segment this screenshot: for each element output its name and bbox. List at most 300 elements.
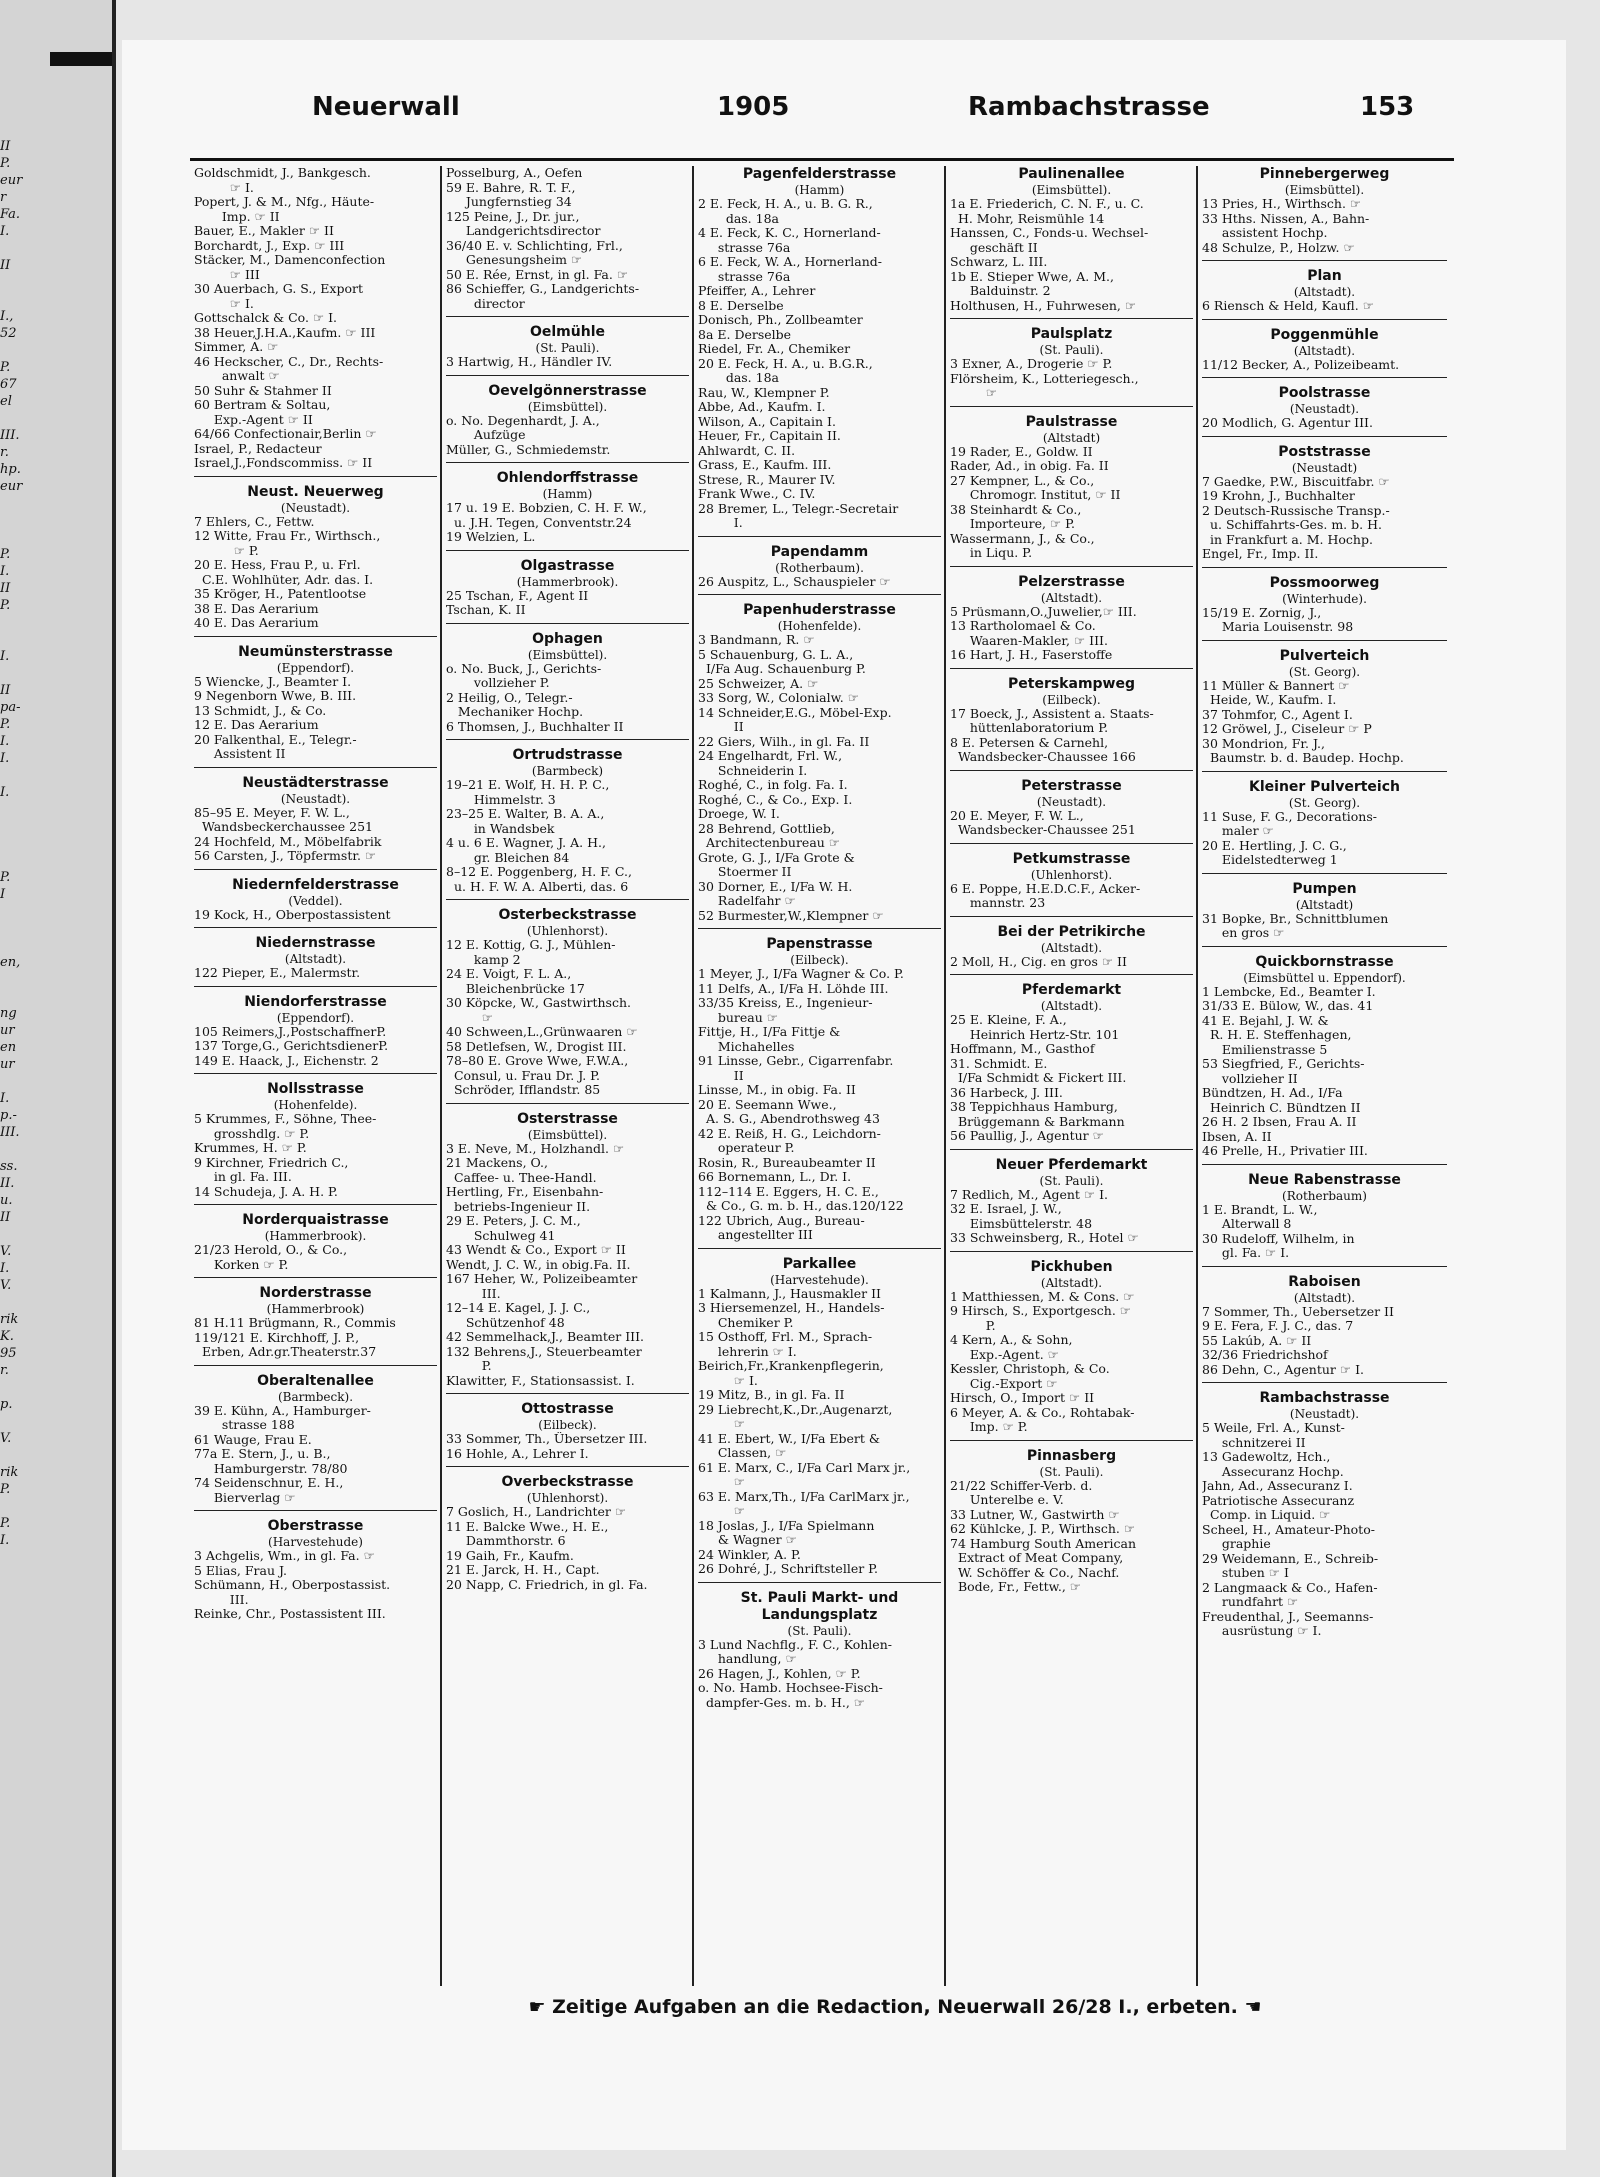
directory-entry: 5 Prüsmann,O.,Juwelier,☞ III. xyxy=(950,604,1137,619)
directory-entry: 64/66 Confectionair,Berlin ☞ xyxy=(194,427,377,441)
gutter-fragment: V. xyxy=(0,1245,12,1259)
gutter-fragment xyxy=(0,820,40,837)
directory-entry: 33 Schweinsberg, R., Hotel ☞ xyxy=(950,1231,1139,1245)
street-section xyxy=(1202,166,1447,261)
district-label: (Uhlenhorst). xyxy=(526,1491,609,1505)
directory-entry: o. No. Buck, J., Gerichts- xyxy=(446,661,602,676)
street-title: Ottostrasse xyxy=(521,1401,614,1417)
directory-entry: 22 Giers, Wilh., in gl. Fa. II xyxy=(698,734,870,749)
directory-entry: u. J.H. Tegen, Conventstr.24 xyxy=(446,515,632,530)
directory-entry: Kessler, Christoph, & Co. xyxy=(950,1362,1110,1376)
directory-entry: Grote, G. J., I/Fa Grote & xyxy=(698,850,855,865)
gutter-fragment: V. xyxy=(0,1432,12,1446)
directory-entry: ☞ III xyxy=(194,267,260,282)
directory-entry: 20 E. Seemann Wwe., xyxy=(698,1097,837,1112)
gutter-fragment: I xyxy=(0,888,6,902)
gutter-fragment: ur xyxy=(0,1024,15,1038)
street-section xyxy=(950,924,1193,976)
district-label: (Altstadt). xyxy=(1293,1290,1356,1305)
directory-entry: 35 Kröger, H., Patentlootse xyxy=(194,587,367,601)
street-section xyxy=(1202,268,1447,320)
district-label: (Hohenfelde). xyxy=(273,1098,358,1112)
district-label: (Hammerbrook) xyxy=(266,1302,365,1316)
directory-entry: 11 Delfs, A., I/Fa H. Löhde III. xyxy=(698,981,889,996)
directory-entry: 30 Rudeloff, Wilhelm, in xyxy=(1202,1231,1355,1246)
directory-entry: 25 Tschan, F., Agent II xyxy=(446,588,589,603)
directory-entry: 63 E. Marx,Th., I/Fa CarlMarx jr., xyxy=(698,1489,910,1504)
directory-entry: Erben, Adr.gr.Theaterstr.37 xyxy=(194,1345,377,1359)
directory-entry: Radelfahr ☞ xyxy=(698,894,796,908)
directory-entry: 6 Thomsen, J., Buchhalter II xyxy=(446,719,624,734)
directory-entry: 7 Gaedke, P.W., Biscuitfabr. ☞ xyxy=(1202,474,1390,489)
directory-entry: 20 Modlich, G. Agentur III. xyxy=(1202,416,1373,430)
directory-entry: 12 E. Kottig, G. J., Mühlen- xyxy=(446,938,616,952)
directory-entry: 20 E. Hess, Frau P., u. Frl. xyxy=(194,558,361,572)
gutter-fragment xyxy=(0,1143,40,1160)
gutter-fragment: II. xyxy=(0,1177,15,1191)
directory-entry: Wandsbecker-Chaussee 251 xyxy=(950,823,1136,837)
directory-entry: 38 Steinhardt & Co., xyxy=(950,502,1082,517)
directory-entry: 149 E. Haack, J., Eichenstr. 2 xyxy=(194,1053,379,1068)
directory-entry: Baumstr. b. d. Baudep. Hochp. xyxy=(1202,751,1404,765)
directory-entry: 29 E. Peters, J. C. M., xyxy=(446,1214,581,1228)
directory-entry: Chemiker P. xyxy=(698,1315,794,1330)
directory-entry: 59 E. Bahre, R. T. F., xyxy=(446,180,576,195)
directory-entry: I/Fa Schmidt & Fickert III. xyxy=(950,1071,1127,1085)
street-section xyxy=(698,544,941,596)
street-section xyxy=(194,1373,437,1512)
directory-entry: 8 E. Derselbe xyxy=(698,298,784,313)
street-title: Pickhuben xyxy=(1030,1258,1113,1275)
directory-entry: Classen, ☞ xyxy=(698,1446,787,1460)
street-section xyxy=(698,602,941,929)
street-title: Neuer Pferdemarkt xyxy=(995,1156,1148,1173)
directory-entry: 50 E. Rée, Ernst, in gl. Fa. ☞ xyxy=(446,267,629,282)
street-title: Pferdemarkt xyxy=(1021,982,1122,998)
district-label: (Altstadt). xyxy=(1040,999,1103,1013)
street-title: Ortrudstrasse xyxy=(512,747,623,763)
directory-entry: 5 Krummes, F., Söhne, Thee- xyxy=(194,1112,377,1126)
directory-entry: Donisch, Ph., Zollbeamter xyxy=(698,313,863,327)
directory-entry: 78–80 E. Grove Wwe, F.W.A., xyxy=(446,1054,629,1068)
directory-entry: Imp. ☞ II xyxy=(194,209,280,224)
district-label: (Altstadt) xyxy=(1042,430,1101,445)
gutter-fragment xyxy=(0,922,40,939)
street-section xyxy=(194,994,437,1075)
street-section xyxy=(194,1212,437,1278)
directory-entry: 12 Witte, Frau Fr., Wirthsch., xyxy=(194,529,381,543)
column-3 xyxy=(694,166,946,1986)
directory-entry: Assistent II xyxy=(194,747,286,761)
directory-entry: 39 E. Kühn, A., Hamburger- xyxy=(194,1403,371,1418)
directory-entry: 33 Sommer, Th., Übersetzer III. xyxy=(446,1432,648,1446)
directory-entry: 13 Rartholomael & Co. xyxy=(950,619,1096,633)
directory-entry: Hamburgerstr. 78/80 xyxy=(194,1461,348,1476)
street-section xyxy=(446,1474,689,1597)
directory-entry: Müller, G., Schmiedemstr. xyxy=(446,442,611,457)
directory-entry: 2 Moll, H., Cig. en gros ☞ II xyxy=(950,954,1127,969)
directory-entry: director xyxy=(446,296,525,311)
directory-entry: 33 Sorg, W., Colonialw. ☞ xyxy=(698,691,859,705)
directory-entry: 36/40 E. v. Schlichting, Frl., xyxy=(446,238,623,253)
district-label: (St. Pauli). xyxy=(787,1623,852,1638)
directory-entry: 6 E. Poppe, H.E.D.C.F., Acker- xyxy=(950,881,1141,896)
district-label: (St. Georg). xyxy=(1288,795,1361,810)
street-title: Pumpen xyxy=(1292,880,1357,897)
directory-entry: Stäcker, M., Damenconfection xyxy=(194,253,386,267)
directory-entry: Schulweg 41 xyxy=(446,1228,556,1243)
directory-entry: operateur P. xyxy=(698,1141,795,1155)
directory-entry: 3 Exner, A., Drogerie ☞ P. xyxy=(950,357,1113,371)
directory-entry: Bündtzen, H. Ad., I/Fa xyxy=(1202,1086,1343,1100)
adjacent-page-margin xyxy=(0,140,40,1551)
directory-entry: Consul, u. Frau Dr. J. P. xyxy=(446,1068,601,1083)
street-section xyxy=(446,631,689,741)
directory-entry: Pfeiffer, A., Lehrer xyxy=(698,284,816,298)
district-label: (Rotherbaum). xyxy=(775,560,864,575)
gutter-fragment: II xyxy=(0,140,11,154)
directory-entry: 24 Engelhardt, Frl. W., xyxy=(698,749,843,763)
district-label: (Altstadt) xyxy=(1295,897,1354,912)
street-section xyxy=(698,936,941,1249)
directory-entry: strasse 76a xyxy=(698,269,791,284)
district-label: (Eimsbüttel u. Eppendorf). xyxy=(1243,970,1406,985)
directory-entry: Schröder, Ifflandstr. 85 xyxy=(446,1083,601,1097)
directory-entry: 91 Linsse, Gebr., Cigarrenfabr. xyxy=(698,1054,894,1068)
directory-entry: 15/19 E. Zornig, J., xyxy=(1202,605,1322,620)
column-1 xyxy=(190,166,442,1986)
directory-entry: Schümann, H., Oberpostassist. xyxy=(194,1578,391,1592)
gutter-fragment: I. xyxy=(0,1262,10,1276)
directory-entry: 21/22 Schiffer-Verb. d. xyxy=(950,1478,1093,1493)
directory-entry: o. No. Hamb. Hochsee-Fisch- xyxy=(698,1681,883,1695)
directory-entry: Fittje, H., I/Fa Fittje & xyxy=(698,1025,841,1039)
directory-entry: ausrüstung ☞ I. xyxy=(1202,1624,1322,1638)
directory-entry: 16 Hart, J. H., Faserstoffe xyxy=(950,648,1113,662)
directory-entry: 6 E. Feck, W. A., Hornerland- xyxy=(698,255,883,269)
directory-entry: 26 Auspitz, L., Schauspieler ☞ xyxy=(698,574,891,589)
directory-entry: Abbe, Ad., Kaufm. I. xyxy=(698,400,826,414)
gutter-fragment: Fa. xyxy=(0,208,21,222)
directory-entry: 29 Weidemann, E., Schreib- xyxy=(1202,1551,1379,1566)
street-title: Papenstrasse xyxy=(766,936,873,952)
directory-entry: 4 u. 6 E. Wagner, J. A. H., xyxy=(446,836,606,850)
directory-entry: 42 Semmelhack,J., Beamter III. xyxy=(446,1330,644,1344)
directory-entry: 32/36 Friedrichshof xyxy=(1202,1348,1328,1362)
directory-entry: 1b E. Stieper Wwe, A. M., xyxy=(950,269,1114,284)
directory-entry: 2 Heilig, O., Telegr.- xyxy=(446,690,573,705)
directory-entry: 25 E. Kleine, F. A., xyxy=(950,1013,1067,1027)
directory-entry: Heuer, Fr., Capitain II. xyxy=(698,429,841,443)
gutter-fragment: P. xyxy=(0,871,11,885)
directory-entry: Wilson, A., Capitain I. xyxy=(698,414,836,429)
district-label: (Uhlenhorst). xyxy=(526,924,609,938)
street-section xyxy=(950,676,1193,771)
directory-entry: 9 Hirsch, S., Exportgesch. ☞ xyxy=(950,1304,1131,1318)
directory-entry: ☞ xyxy=(446,1010,493,1025)
directory-entry: & Co., G. m. b. H., das.120/122 xyxy=(698,1199,904,1213)
gutter-fragment: I. xyxy=(0,650,10,664)
directory-entry: 32 E. Israel, J. W., xyxy=(950,1202,1062,1216)
directory-entry: 13 Pries, H., Wirthsch. ☞ xyxy=(1202,197,1362,211)
directory-entry: Importeure, ☞ P. xyxy=(950,517,1075,531)
gutter-fragment: I., xyxy=(0,310,14,324)
directory-entry: 4 E. Feck, K. C., Hornerland- xyxy=(698,226,881,240)
directory-entry: Roghé, C., in folg. Fa. I. xyxy=(698,778,848,792)
directory-entry: 11/12 Becker, A., Polizeibeamt. xyxy=(1202,357,1400,372)
directory-entry: I. xyxy=(698,516,743,530)
gutter-fragment: P. xyxy=(0,361,11,375)
directory-entry: 81 H.11 Brügmann, R., Commis xyxy=(194,1316,396,1330)
directory-entry: 20 E. Hertling, J. C. G., xyxy=(1202,838,1347,853)
directory-entry: 1 Matthiessen, M. & Cons. ☞ xyxy=(950,1289,1135,1304)
directory-entry: Caffee- u. Thee-Handl. xyxy=(446,1170,597,1185)
directory-entry: 3 Lund Nachflg., F. C., Kohlen- xyxy=(698,1637,892,1652)
gutter-fragment xyxy=(0,990,40,1007)
directory-entry: 1 Meyer, J., I/Fa Wagner & Co. P. xyxy=(698,967,904,981)
directory-entry: Exp.-Agent. ☞ xyxy=(950,1347,1059,1362)
directory-entry: Linsse, M., in obig. Fa. II xyxy=(698,1083,856,1097)
directory-entry: Alterwall 8 xyxy=(1202,1217,1292,1231)
directory-entry: Architectenbureau ☞ xyxy=(698,836,840,850)
street-title: Peterstrasse xyxy=(1021,777,1122,794)
street-section xyxy=(446,558,689,624)
street-title: Bei der Petrikirche xyxy=(997,923,1146,940)
directory-entry: H. Mohr, Reismühle 14 xyxy=(950,211,1105,226)
directory-entry: 7 Sommer, Th., Uebersetzer II xyxy=(1202,1304,1394,1319)
directory-entry: 122 Pieper, E., Malermstr. xyxy=(194,966,361,980)
directory-entry: 17 Boeck, J., Assistent a. Staats- xyxy=(950,706,1154,721)
gutter-fragment: P. xyxy=(0,1483,11,1497)
directory-entry: C.E. Wohlhüter, Adr. das. I. xyxy=(194,572,374,587)
district-label: (St. Georg). xyxy=(1288,664,1361,679)
directory-entry: Holthusen, H., Fuhrwesen, ☞ xyxy=(950,298,1137,313)
directory-entry: 2 E. Feck, H. A., u. B. G. R., xyxy=(698,197,873,211)
directory-entry: gr. Bleichen 84 xyxy=(446,850,570,865)
directory-entry: 33/35 Kreiss, E., Ingenieur- xyxy=(698,996,873,1010)
directory-entry: III. xyxy=(446,1286,501,1301)
directory-entry: u. H. F. W. A. Alberti, das. 6 xyxy=(446,879,629,894)
directory-entry: 1 E. Brandt, L. W., xyxy=(1202,1202,1318,1217)
directory-entry: Jungfernstieg 34 xyxy=(446,195,572,209)
directory-entry: 36 Harbeck, J. III. xyxy=(950,1085,1063,1100)
directory-entry: 30 Dorner, E., I/Fa W. H. xyxy=(698,879,853,894)
column-2 xyxy=(442,166,694,1986)
directory-entry: ☞ xyxy=(698,1417,745,1431)
directory-entry: 6 Riensch & Held, Kaufl. ☞ xyxy=(1202,299,1374,313)
directory-entry: ☞ xyxy=(698,1504,745,1518)
directory-entry: 29 Liebrecht,K.,Dr.,Augenarzt, xyxy=(698,1402,893,1417)
street-title: Papenhuderstrasse xyxy=(743,602,896,618)
street-title: Petkumstrasse xyxy=(1012,850,1131,867)
district-label: (Altstadt). xyxy=(1040,940,1103,955)
directory-entry: ☞ xyxy=(698,1475,745,1489)
directory-entry: o. No. Degenhardt, J. A., xyxy=(446,413,600,428)
footer-notice: ☛ Zeitige Aufgaben an die Redaction, Neuerwall 26/28 I., erbeten. ☚ xyxy=(528,1996,1262,2018)
directory-entry: 30 Mondrion, Fr. J., xyxy=(1202,736,1325,751)
directory-entry: 38 Heuer,J.H.A.,Kaufm. ☞ III xyxy=(194,325,376,340)
directory-entry: 2 Langmaack & Co., Hafen- xyxy=(1202,1580,1378,1595)
street-section xyxy=(698,166,941,537)
directory-entry: 17 u. 19 E. Bobzien, C. H. F. W., xyxy=(446,501,647,515)
directory-entry: 19 Rader, E., Goldw. II xyxy=(950,444,1093,459)
directory-entry: u. Schiffahrts-Ges. m. b. H. xyxy=(1202,518,1382,532)
directory-entry: ☞ I. xyxy=(698,1373,758,1388)
directory-entry: Israel,J.,Fondscommiss. ☞ II xyxy=(194,456,373,470)
directory-entry: Scheel, H., Amateur-Photo- xyxy=(1202,1522,1375,1537)
street-section xyxy=(446,383,689,464)
street-title: Parkallee xyxy=(782,1255,857,1272)
directory-entry: 19 Krohn, J., Buchhalter xyxy=(1202,489,1355,503)
street-title: Osterstrasse xyxy=(517,1110,618,1127)
directory-entry: Engel, Fr., Imp. II. xyxy=(1202,547,1319,561)
street-title: Neustädterstrasse xyxy=(242,774,389,791)
directory-entry: angestellter III xyxy=(698,1228,813,1242)
street-section xyxy=(194,1285,437,1366)
directory-entry: betriebs-Ingenieur II. xyxy=(446,1199,591,1214)
directory-entry: 3 Bandmann, R. ☞ xyxy=(698,633,815,647)
street-section xyxy=(950,1157,1193,1252)
directory-entry: Eidelstedterweg 1 xyxy=(1202,853,1338,867)
street-title: Paulinenallee xyxy=(1018,166,1125,182)
gutter-fragment: r. xyxy=(0,1364,9,1378)
directory-entry: A. S. G., Abendrothsweg 43 xyxy=(698,1112,880,1126)
street-section xyxy=(446,747,689,900)
directory-entry: 5 Weile, Frl. A., Kunst- xyxy=(1202,1421,1345,1435)
directory-entry: Assecuranz Hochp. xyxy=(1202,1464,1344,1479)
street-title: Ohlendorffstrasse xyxy=(496,470,639,486)
district-label: (Neustadt). xyxy=(1289,402,1360,416)
directory-entry: Comp. in Liquid. ☞ xyxy=(1202,1508,1331,1522)
district-label: (Altstadt). xyxy=(1040,590,1103,605)
directory-entry: 56 Carsten, J., Töpfermstr. ☞ xyxy=(194,849,377,863)
street-title: St. Pauli Markt- und Landungsplatz xyxy=(740,1589,899,1623)
street-section xyxy=(950,778,1193,844)
street-section xyxy=(1202,779,1447,874)
directory-entry: Simmer, A. ☞ xyxy=(194,340,279,354)
directory-entry: R. H. E. Steffenhagen, xyxy=(1202,1028,1352,1042)
directory-entry: Krummes, H. ☞ P. xyxy=(194,1141,307,1155)
directory-entry: 55 Lakúb, A. ☞ II xyxy=(1202,1333,1312,1348)
district-label: (Hohenfelde). xyxy=(777,619,862,633)
directory-entry: Bode, Fr., Fettw., ☞ xyxy=(950,1580,1081,1594)
directory-entry: ☞ xyxy=(950,386,997,400)
district-label: (Altstadt). xyxy=(1293,343,1356,358)
district-label: (Neustadt). xyxy=(280,500,351,515)
gutter-fragment: pa- xyxy=(0,701,21,715)
district-label: (Neustadt) xyxy=(1291,460,1358,475)
directory-entry: 52 Burmester,W.,Klempner ☞ xyxy=(698,908,884,923)
directory-entry: 125 Peine, J., Dr. jur., xyxy=(446,209,580,224)
directory-entry: Heinrich C. Bündtzen II xyxy=(1202,1100,1361,1115)
directory-entry: 46 Prelle, H., Privatier III. xyxy=(1202,1144,1368,1158)
directory-entry: Droege, W. I. xyxy=(698,807,780,821)
directory-entry: Bierverlag ☞ xyxy=(194,1490,296,1505)
district-label: (Eilbeck). xyxy=(1042,692,1101,707)
directory-entry: 1a E. Friederich, C. N. F., u. C. xyxy=(950,197,1144,211)
gutter-fragment: II xyxy=(0,1211,11,1225)
gutter-fragment: el xyxy=(0,395,12,409)
street-section xyxy=(1202,385,1447,437)
directory-entry: Israel, P., Redacteur xyxy=(194,441,322,456)
directory-entry: 19–21 E. Wolf, H. H. P. C., xyxy=(446,778,610,792)
street-section xyxy=(1202,954,1447,1165)
directory-entry: 21/23 Herold, O., & Co., xyxy=(194,1243,348,1257)
gutter-fragment xyxy=(0,1500,40,1517)
directory-entry: 37 Tohmfor, C., Agent I. xyxy=(1202,707,1353,722)
gutter-fragment: r xyxy=(0,191,7,205)
district-label: (Eppendorf). xyxy=(276,660,355,675)
gutter-fragment xyxy=(0,633,40,650)
district-label: (Harvestehude). xyxy=(770,1272,869,1287)
street-title: Norderstrasse xyxy=(259,1285,372,1301)
directory-entry: 18 Joslas, J., I/Fa Spielmann xyxy=(698,1518,875,1533)
street-title: Neust. Neuerweg xyxy=(247,483,384,500)
directory-entry: Ibsen, A. II xyxy=(1202,1129,1272,1144)
directory-entry: 28 Behrend, Gottlieb, xyxy=(698,821,835,836)
directory-entry: 8 E. Petersen & Carnehl, xyxy=(950,735,1109,750)
directory-entry: 41 E. Bejahl, J. W. & xyxy=(1202,1013,1329,1028)
district-label: (St. Pauli). xyxy=(535,341,600,355)
directory-entry: Cig.-Export ☞ xyxy=(950,1376,1058,1391)
street-title: Peterskampweg xyxy=(1008,675,1135,692)
gutter-fragment xyxy=(0,1415,40,1432)
directory-entry: Roghé, C., & Co., Exp. I. xyxy=(698,792,853,807)
district-label: (Eimsbüttel). xyxy=(1031,183,1112,197)
district-label: (Winterhude). xyxy=(1282,591,1367,606)
directory-entry: I/Fa Aug. Schauenburg P. xyxy=(698,662,866,676)
gutter-fragment xyxy=(0,837,40,854)
directory-entry: Reinke, Chr., Postassistent III. xyxy=(194,1607,386,1621)
directory-entry: handlung, ☞ xyxy=(698,1652,797,1666)
header-right-street: Rambachstrasse xyxy=(968,92,1210,122)
directory-entry: W. Schöffer & Co., Nachf. xyxy=(950,1565,1120,1580)
gutter-fragment xyxy=(0,769,40,786)
street-section xyxy=(1202,575,1447,641)
directory-entry: Waaren-Makler, ☞ III. xyxy=(950,633,1108,648)
directory-entry: maler ☞ xyxy=(1202,824,1274,838)
directory-entry: Stoermer II xyxy=(698,865,792,879)
district-label: (Eimsbüttel). xyxy=(527,647,608,662)
header-rule xyxy=(190,158,1454,161)
directory-entry: grosshdlg. ☞ P. xyxy=(194,1126,310,1141)
directory-entry: 62 Kühlcke, J. P., Wirthsch. ☞ xyxy=(950,1522,1136,1536)
directory-entry: 38 Teppichhaus Hamburg, xyxy=(950,1100,1118,1114)
gutter-fragment: hp. xyxy=(0,463,21,477)
gutter-fragment: eur xyxy=(0,480,23,494)
directory-entry: anwalt ☞ xyxy=(194,369,280,383)
street-title: Paulsplatz xyxy=(1030,326,1113,342)
gutter-fragment: p. xyxy=(0,1398,13,1412)
gutter-fragment: ur xyxy=(0,1058,15,1072)
district-label: (St. Pauli). xyxy=(1039,343,1104,357)
directory-entry: 3 E. Neve, M., Holzhandl. ☞ xyxy=(446,1141,625,1156)
gutter-fragment: P. xyxy=(0,718,11,732)
district-label: (Eilbeck). xyxy=(538,1418,597,1432)
directory-entry: 19 Welzien, L. xyxy=(446,530,536,544)
directory-entry: P. xyxy=(446,1359,492,1373)
directory-entry: 28 Bremer, L., Telegr.-Secretair xyxy=(698,501,899,516)
directory-entry: 7 Redlich, M., Agent ☞ I. xyxy=(950,1187,1109,1202)
directory-entry: 14 Schudeja, J. A. H. P. xyxy=(194,1184,338,1199)
directory-entry: 5 Schauenburg, G. L. A., xyxy=(698,647,854,662)
directory-entry: 33 Lutner, W., Gastwirth ☞ xyxy=(950,1507,1120,1522)
directory-entry: Imp. ☞ P. xyxy=(950,1420,1028,1434)
street-title: Poolstrasse xyxy=(1278,385,1371,401)
street-title: Papendamm xyxy=(770,543,869,560)
directory-entry: 46 Heckscher, C., Dr., Rechts- xyxy=(194,354,384,369)
directory-entry: lehrerin ☞ I. xyxy=(698,1344,797,1359)
